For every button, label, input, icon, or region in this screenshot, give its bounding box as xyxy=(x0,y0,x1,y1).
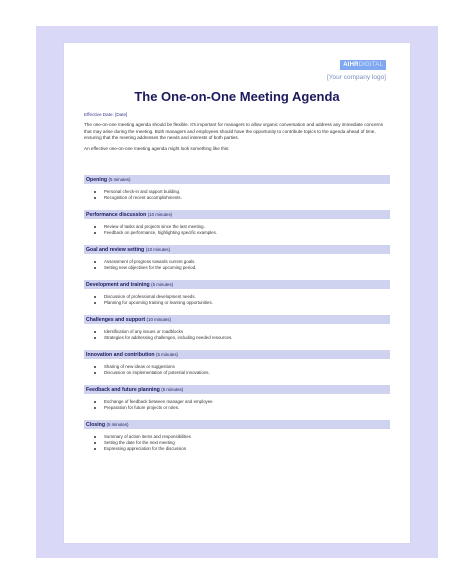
section-header xyxy=(84,245,390,254)
company-logo-placeholder: [Your company logo] xyxy=(326,74,386,81)
agenda-section xyxy=(84,385,390,411)
agenda-sections xyxy=(84,175,390,461)
list-item: Setting the date for the next meeting xyxy=(84,440,390,446)
brand-badge-dim: DIGITAL xyxy=(358,62,383,68)
brand-badge-main: AIHR xyxy=(343,62,359,68)
list-item: Summary of action items and responsibilities xyxy=(84,434,390,440)
section-item-list xyxy=(84,364,390,376)
section-item-list xyxy=(84,329,390,341)
list-item: Recognition of recent accomplishments. xyxy=(84,195,390,201)
section-header xyxy=(84,385,390,394)
list-item: Expressing appreciation for the discussion xyxy=(84,446,390,452)
list-item: Preparation for future projects or roles. xyxy=(84,405,390,411)
section-title: Development and training xyxy=(86,281,150,288)
agenda-section xyxy=(84,350,390,376)
section-item-list xyxy=(84,294,390,306)
section-duration: (10 minutes) xyxy=(146,316,171,322)
list-item: Strategies for addressing challenges, including needed resources. xyxy=(84,335,390,341)
page-title: The One-on-One Meeting Agenda xyxy=(134,89,340,104)
section-title: Challenges and support xyxy=(86,316,146,323)
section-header xyxy=(84,175,390,184)
list-item: Discussion on implementation of potential innovations. xyxy=(84,370,390,376)
section-title: Opening xyxy=(86,176,108,183)
section-duration: (5 minutes) xyxy=(156,351,179,357)
section-title: Performance discussion xyxy=(86,211,147,218)
section-duration: (10 minutes) xyxy=(145,246,171,252)
agenda-section xyxy=(84,210,390,236)
section-duration: (5 minutes) xyxy=(108,176,131,182)
agenda-section xyxy=(84,280,390,306)
lead-in-paragraph: An effective one-on-one meeting agenda might look something like this: xyxy=(84,145,230,151)
section-header xyxy=(84,315,390,324)
section-header xyxy=(84,210,390,219)
list-item: Sharing of new ideas or suggestions xyxy=(84,364,390,370)
agenda-section xyxy=(84,175,390,201)
effective-date: Effective Date: [Date] xyxy=(84,112,128,117)
section-header xyxy=(84,280,390,289)
brand-badge xyxy=(340,60,386,70)
list-item: Planning for upcoming training or learning opportunities. xyxy=(84,300,390,306)
section-title: Closing xyxy=(86,421,106,428)
agenda-section xyxy=(84,420,390,452)
section-duration: (5 minutes) xyxy=(106,421,129,427)
section-header xyxy=(84,350,390,359)
list-item: Identification of any issues or roadblocks xyxy=(84,329,390,335)
section-title: Feedback and future planning xyxy=(86,386,160,393)
list-item: Setting new objectives for the upcoming period. xyxy=(84,265,390,271)
document-intro xyxy=(84,112,390,156)
document-page xyxy=(64,43,410,543)
agenda-section xyxy=(84,245,390,271)
list-item: Discussion of professional development needs. xyxy=(84,294,390,300)
section-duration: (10 minutes) xyxy=(147,211,173,217)
section-title: Innovation and contribution xyxy=(86,351,155,358)
section-item-list xyxy=(84,434,390,452)
intro-paragraph: The one-on-one meeting agenda should be flexible. It's important for managers to allow organic conversation and address any immediate concerns that may arise during the meeting. Both managers and employees should have the opportunity to contribute topics to the agenda ahead of time, ensuring that the meeting addresses the needs and interests of both parties. xyxy=(84,122,383,141)
agenda-section xyxy=(84,315,390,341)
section-header xyxy=(84,420,390,429)
list-item: Feedback on performance, highlighting specific examples. xyxy=(84,230,390,236)
section-item-list xyxy=(84,399,390,411)
section-duration: (5 minutes) xyxy=(161,386,184,392)
list-item: Review of tasks and projects since the last meeting. xyxy=(84,224,390,230)
section-item-list xyxy=(84,224,390,236)
list-item: Exchange of feedback between manager and employee xyxy=(84,399,390,405)
list-item: Personal check-in and rapport building. xyxy=(84,189,390,195)
section-duration: (5 minutes) xyxy=(151,281,174,287)
section-item-list xyxy=(84,189,390,201)
section-item-list xyxy=(84,259,390,271)
company-logo-area xyxy=(327,53,386,81)
section-title: Goal and review setting xyxy=(86,246,145,253)
list-item: Assessment of progress towards current goals. xyxy=(84,259,390,265)
